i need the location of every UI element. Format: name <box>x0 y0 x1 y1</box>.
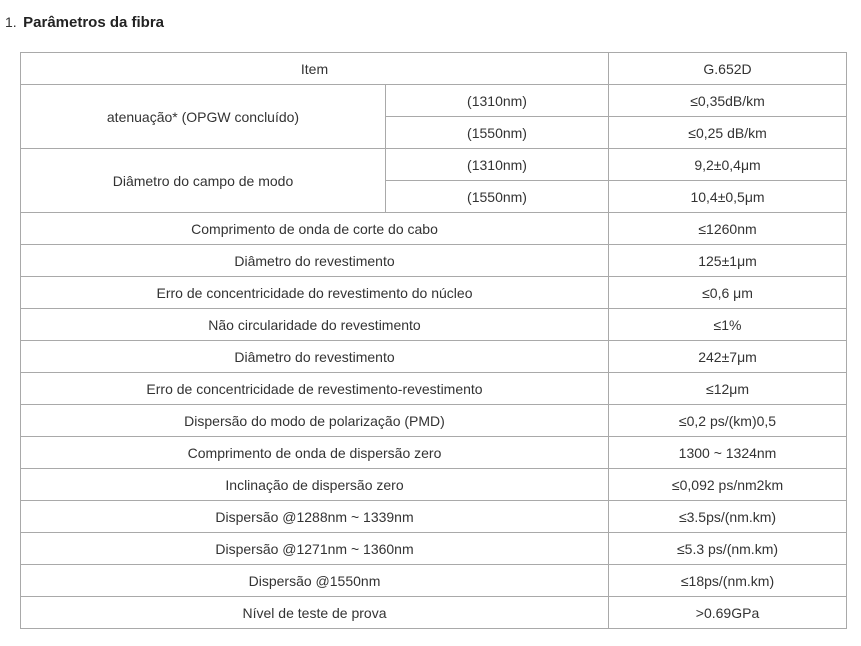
table-row <box>21 469 847 501</box>
label-cell: Dispersão do modo de polarização (PMD) <box>21 405 609 437</box>
table-row <box>21 373 847 405</box>
sub-label-cell: (1310nm) <box>386 149 609 181</box>
value-cell: ≤12μm <box>609 373 847 405</box>
table-row <box>21 597 847 629</box>
value-cell: 1300 ~ 1324nm <box>609 437 847 469</box>
value-cell: ≤0,092 ps/nm2km <box>609 469 847 501</box>
header-item-cell: Item <box>21 53 609 85</box>
label-cell: Inclinação de dispersão zero <box>21 469 609 501</box>
table-row <box>21 149 847 181</box>
value-cell: ≤0,2 ps/(km)0,5 <box>609 405 847 437</box>
sub-label-cell: (1550nm) <box>386 181 609 213</box>
value-cell: ≤18ps/(nm.km) <box>609 565 847 597</box>
table-row <box>21 341 847 373</box>
label-cell: Diâmetro do revestimento <box>21 245 609 277</box>
table-row <box>21 405 847 437</box>
value-cell: ≤1260nm <box>609 213 847 245</box>
value-cell: 242±7μm <box>609 341 847 373</box>
label-cell: Erro de concentricidade de revestimento-revestimento <box>21 373 609 405</box>
label-cell: Erro de concentricidade do revestimento do núcleo <box>21 277 609 309</box>
value-cell: ≤1% <box>609 309 847 341</box>
label-cell: Dispersão @1271nm ~ 1360nm <box>21 533 609 565</box>
label-cell: Diâmetro do revestimento <box>21 341 609 373</box>
sub-label-cell: (1550nm) <box>386 117 609 149</box>
label-cell: Comprimento de onda de corte do cabo <box>21 213 609 245</box>
section-title: Parâmetros da fibra <box>23 14 165 31</box>
value-cell: ≤0,6 μm <box>609 277 847 309</box>
table-row <box>21 245 847 277</box>
value-cell: >0.69GPa <box>609 597 847 629</box>
table-row <box>21 85 847 117</box>
label-cell: Dispersão @1550nm <box>21 565 609 597</box>
value-cell: 125±1μm <box>609 245 847 277</box>
table-row <box>21 309 847 341</box>
fiber-parameters-table <box>20 52 847 629</box>
table-row <box>21 501 847 533</box>
table-row <box>21 565 847 597</box>
table-header-row <box>21 53 847 85</box>
label-cell: Não circularidade do revestimento <box>21 309 609 341</box>
table-row <box>21 533 847 565</box>
table-row <box>21 437 847 469</box>
table-row <box>21 213 847 245</box>
table-row <box>21 277 847 309</box>
group-label-cell: atenuação* (OPGW concluído) <box>21 85 386 149</box>
sub-label-cell: (1310nm) <box>386 85 609 117</box>
value-cell: 10,4±0,5μm <box>609 181 847 213</box>
label-cell: Comprimento de onda de dispersão zero <box>21 437 609 469</box>
value-cell: ≤0,35dB/km <box>609 85 847 117</box>
header-value-cell: G.652D <box>609 53 847 85</box>
label-cell: Dispersão @1288nm ~ 1339nm <box>21 501 609 533</box>
value-cell: ≤3.5ps/(nm.km) <box>609 501 847 533</box>
value-cell: ≤5.3 ps/(nm.km) <box>609 533 847 565</box>
value-cell: ≤0,25 dB/km <box>609 117 847 149</box>
group-label-cell: Diâmetro do campo de modo <box>21 149 386 213</box>
value-cell: 9,2±0,4μm <box>609 149 847 181</box>
label-cell: Nível de teste de prova <box>21 597 609 629</box>
section-heading <box>5 12 164 32</box>
section-number: 1. <box>5 14 17 30</box>
